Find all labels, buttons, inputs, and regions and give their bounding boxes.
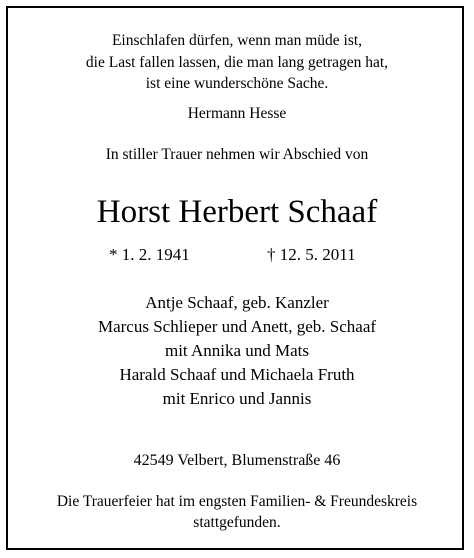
- ceremony-line-1: Die Trauerfeier hat im engsten Familien- & Freundeskreis: [56, 493, 418, 510]
- deceased-name: Horst Herbert Schaaf: [96, 194, 378, 230]
- intro-text: In stiller Trauer nehmen wir Abschied von: [105, 146, 369, 163]
- poem-line-2: die Last fallen lassen, die man lang getragen hat,: [85, 54, 389, 71]
- poem-line-3: ist eine wunderschöne Sache.: [145, 75, 329, 92]
- mourner-line-3: mit Annika und Mats: [164, 341, 310, 360]
- mourner-line-2: Marcus Schlieper und Anett, geb. Schaaf: [97, 317, 377, 336]
- birth-date: * 1. 2. 1941: [109, 245, 190, 264]
- mourner-line-1: Antje Schaaf, geb. Kanzler: [145, 293, 329, 312]
- poem-author: Hermann Hesse: [187, 105, 287, 122]
- mourner-line-4: Harald Schaaf und Michaela Fruth: [119, 365, 355, 384]
- poem-line-1: Einschlafen dürfen, wenn man müde ist,: [111, 32, 363, 49]
- death-date: † 12. 5. 2011: [267, 245, 356, 264]
- mourner-line-5: mit Enrico und Jannis: [162, 389, 312, 408]
- address: 42549 Velbert, Blumenstraße 46: [133, 452, 341, 469]
- ceremony-line-2: stattgefunden.: [193, 514, 281, 531]
